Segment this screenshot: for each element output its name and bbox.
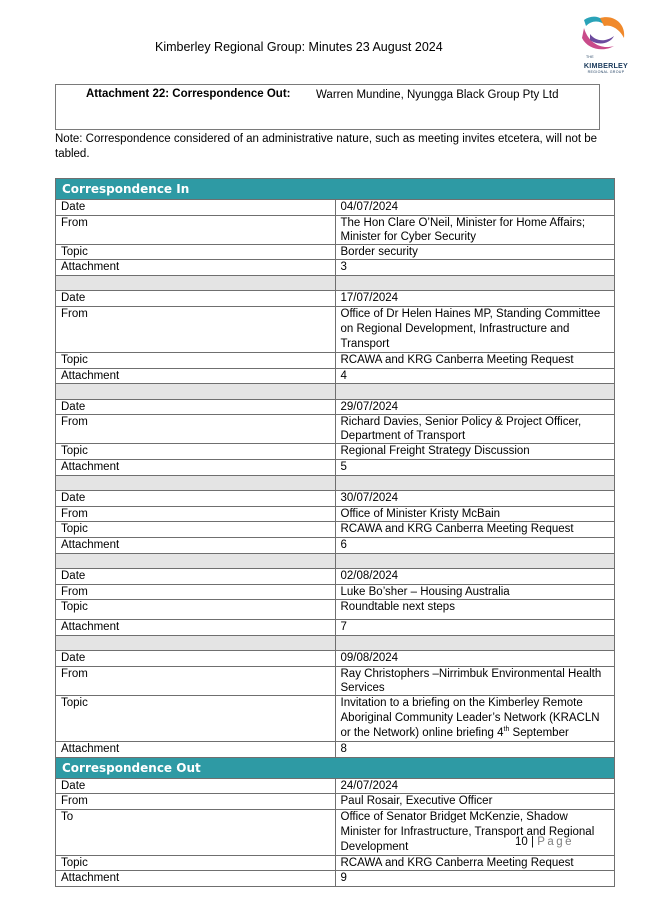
row-value: 02/08/2024: [335, 569, 615, 585]
row-value: Office of Minister Kristy McBain: [335, 506, 615, 522]
table-row: [56, 415, 615, 444]
row-label: Attachment: [56, 620, 336, 636]
row-value: Office of Dr Helen Haines MP, Standing Committee on Regional Development, Infrastructure and Transport: [335, 306, 615, 352]
row-value: 4: [335, 368, 615, 384]
spacer-row: [56, 275, 615, 291]
row-label: Date: [56, 200, 336, 216]
row-label: From: [56, 794, 336, 810]
row-value: Office of Senator Bridget McKenzie, Shadow Minister for Infrastructure, Transport and Regional Development: [335, 809, 615, 855]
row-label: Topic: [56, 696, 336, 742]
table-row: [56, 537, 615, 553]
row-value: The Hon Clare O’Neil, Minister for Home Affairs; Minister for Cyber Security: [335, 215, 615, 244]
row-label: Attachment: [56, 871, 336, 887]
table-row: [56, 506, 615, 522]
row-label: Topic: [56, 600, 336, 620]
row-value: Luke Bo’sher – Housing Australia: [335, 584, 615, 600]
table-row: [56, 522, 615, 538]
row-label: Attachment: [56, 459, 336, 475]
row-label: Attachment: [56, 537, 336, 553]
table-row: [56, 569, 615, 585]
table-row: [56, 584, 615, 600]
row-label: From: [56, 584, 336, 600]
logo-wordmark: THE KIMBERLEY REGIONAL GROUP: [583, 55, 629, 74]
row-label: Date: [56, 569, 336, 585]
row-value: 09/08/2024: [335, 651, 615, 667]
table-row: [56, 600, 615, 620]
table-row: [56, 291, 615, 307]
row-label: Topic: [56, 444, 336, 460]
row-value: Ray Christophers –Nirrimbuk Environmental Health Services: [335, 667, 615, 696]
row-value: 3: [335, 260, 615, 276]
document-header-title: Kimberley Regional Group: Minutes 23 August 2024: [155, 40, 443, 54]
row-value: RCAWA and KRG Canberra Meeting Request: [335, 352, 615, 368]
row-value: Roundtable next steps: [335, 600, 615, 620]
page-separator: |: [531, 836, 534, 848]
attachment-label: Attachment 22: Correspondence Out:: [86, 88, 291, 100]
table-row: [56, 809, 615, 855]
row-label: To: [56, 809, 336, 855]
table-row: [56, 260, 615, 276]
spacer-row: [56, 553, 615, 569]
row-label: From: [56, 667, 336, 696]
row-label: Date: [56, 778, 336, 794]
row-value: 5: [335, 459, 615, 475]
table-row: [56, 794, 615, 810]
section-header-in: Correspondence In: [56, 179, 615, 200]
row-value: RCAWA and KRG Canberra Meeting Request: [335, 522, 615, 538]
table-row: [56, 855, 615, 871]
row-value: RCAWA and KRG Canberra Meeting Request: [335, 855, 615, 871]
table-row: [56, 244, 615, 260]
section-header-out: Correspondence Out: [56, 757, 615, 778]
table-row: [56, 696, 615, 742]
row-value: Paul Rosair, Executive Officer: [335, 794, 615, 810]
page-number: 10: [515, 836, 528, 848]
table-row: [56, 306, 615, 352]
row-value: 04/07/2024: [335, 200, 615, 216]
row-value: 9: [335, 871, 615, 887]
table-row: [56, 368, 615, 384]
row-value: 6: [335, 537, 615, 553]
spacer-row: [56, 635, 615, 651]
row-label: Topic: [56, 244, 336, 260]
row-label: Topic: [56, 522, 336, 538]
row-label: Attachment: [56, 742, 336, 758]
table-row: [56, 215, 615, 244]
row-label: From: [56, 415, 336, 444]
table-row: [56, 778, 615, 794]
correspondence-table: [55, 178, 615, 887]
row-label: From: [56, 506, 336, 522]
correspondence-note: Note: Correspondence considered of an administrative nature, such as meeting invites etcetera, will not be tabled.: [55, 133, 598, 160]
page-footer: [515, 836, 574, 848]
spacer-row: [56, 384, 615, 400]
attachment-box: [55, 84, 600, 130]
row-value: Border security: [335, 244, 615, 260]
table-row: [56, 459, 615, 475]
row-label: Topic: [56, 855, 336, 871]
table-row: [56, 620, 615, 636]
attachment-value: Warren Mundine, Nyungga Black Group Pty Ltd: [316, 89, 559, 101]
row-value: 24/07/2024: [335, 778, 615, 794]
row-value: 30/07/2024: [335, 491, 615, 507]
row-label: Date: [56, 651, 336, 667]
row-label: From: [56, 215, 336, 244]
spacer-row: [56, 475, 615, 491]
table-row: [56, 491, 615, 507]
table-row: [56, 651, 615, 667]
table-row: [56, 667, 615, 696]
row-label: Date: [56, 291, 336, 307]
row-value: 8: [335, 742, 615, 758]
row-value: Regional Freight Strategy Discussion: [335, 444, 615, 460]
row-label: Topic: [56, 352, 336, 368]
page-label: Page: [537, 836, 575, 848]
row-value: 17/07/2024: [335, 291, 615, 307]
row-label: Attachment: [56, 368, 336, 384]
row-label: Attachment: [56, 260, 336, 276]
table-row: [56, 742, 615, 758]
table-row: [56, 871, 615, 887]
table-row: [56, 444, 615, 460]
table-row: [56, 200, 615, 216]
table-row: [56, 399, 615, 415]
row-value: 7: [335, 620, 615, 636]
row-label: From: [56, 306, 336, 352]
row-value: Richard Davies, Senior Policy & Project Officer, Department of Transport: [335, 415, 615, 444]
row-value: 29/07/2024: [335, 399, 615, 415]
table-row: [56, 352, 615, 368]
row-label: Date: [56, 399, 336, 415]
row-value: Invitation to a briefing on the Kimberley Remote Aboriginal Community Leader’s Network (KRACLN or the Network) online briefing 4th September: [335, 696, 615, 742]
row-label: Date: [56, 491, 336, 507]
